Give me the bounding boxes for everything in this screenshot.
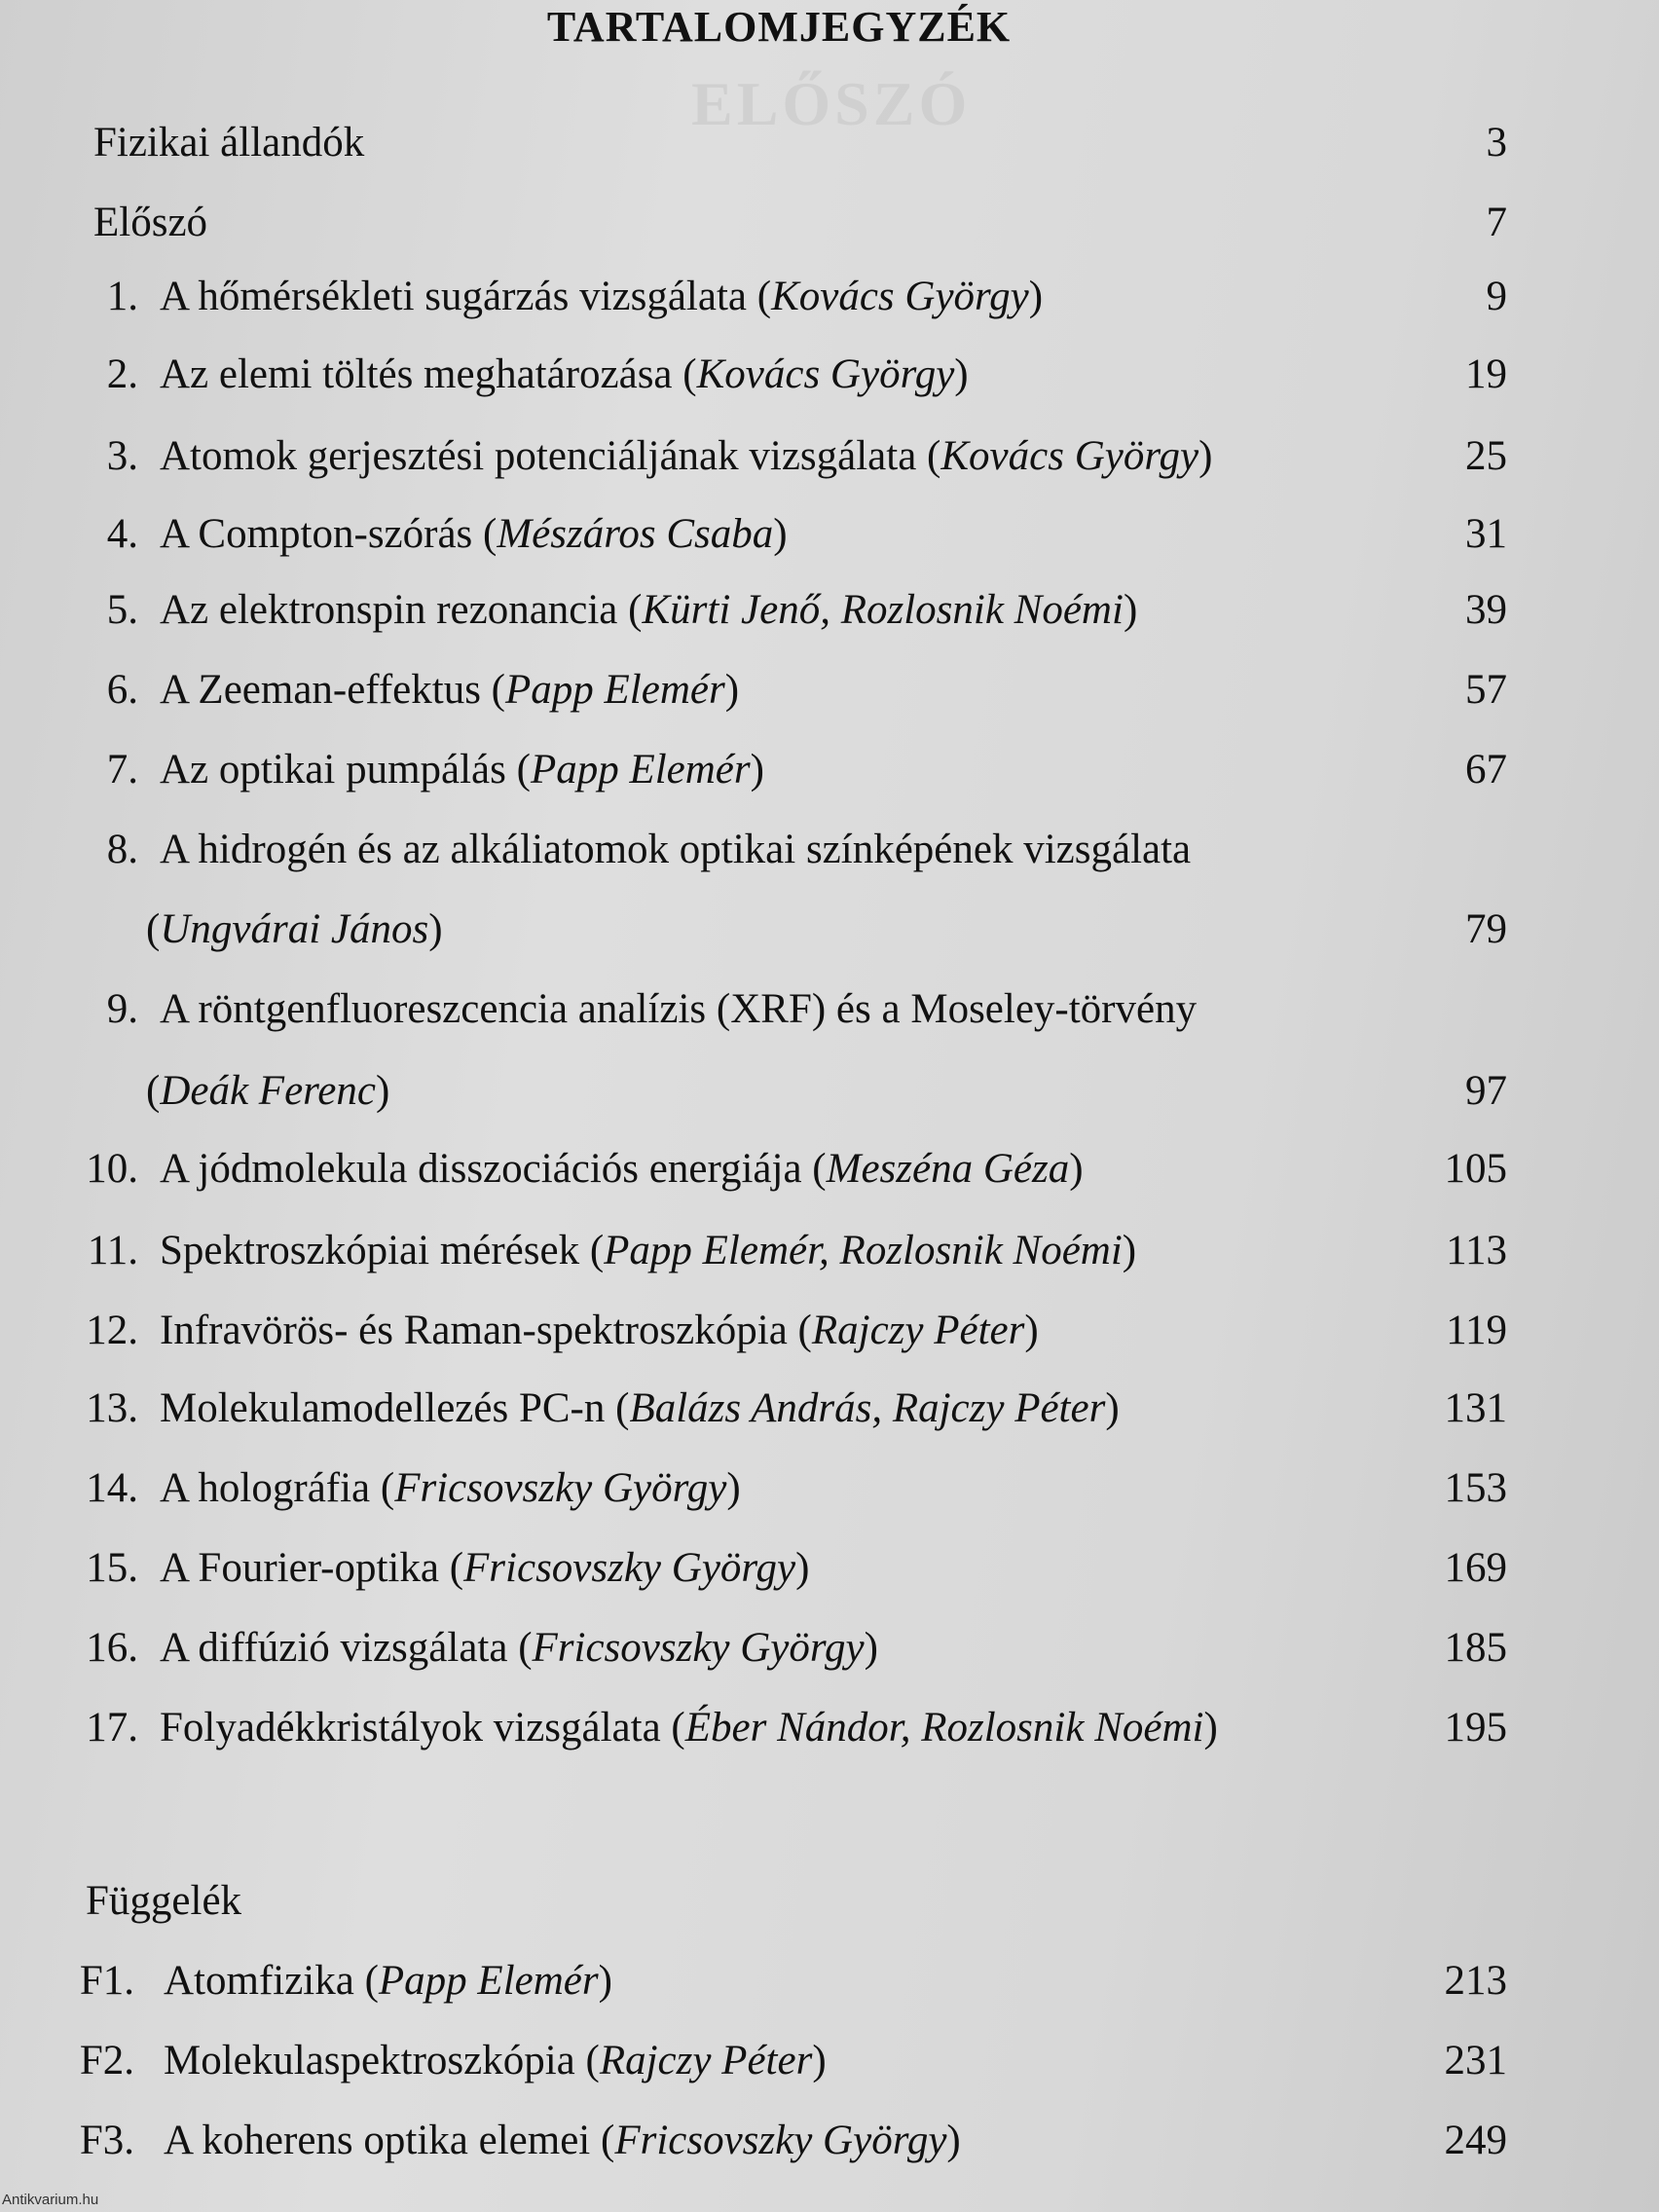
toc-entry (0, 1145, 1659, 1203)
toc-entry-title: Atomfizika (Papp Elemér) (164, 1958, 612, 2004)
page-title: TARTALOMJEGYZÉK (546, 3, 1012, 51)
toc-entry-text: Atomfizika ( (164, 1958, 379, 2004)
toc-entry-page: 3 (1486, 120, 1507, 166)
toc-entry-text: Előszó (93, 200, 208, 245)
toc-entry-page: 119 (1446, 1308, 1507, 1353)
toc-entry-title (93, 199, 207, 246)
toc-entry-author: Rajczy Péter (599, 2038, 813, 2083)
toc-entry-text: Az elemi töltés meghatározása ( (160, 351, 697, 397)
toc-entry-number: 5. (106, 587, 138, 633)
toc-entry-page: 19 (1465, 351, 1507, 397)
toc-entry-title: Spektroszkópiai mérések (Papp Elemér, Rozlosnik Noémi) (160, 1228, 1137, 1273)
toc-entry (0, 746, 1659, 804)
toc-entry-text: Függelék (86, 1878, 242, 1924)
toc-entry-number: 2. (106, 351, 138, 397)
toc-entry-page: 39 (1465, 587, 1507, 633)
toc-entry-title (160, 826, 1191, 873)
toc-entry-text: A hőmérsékleti sugárzás vizsgálata ( (160, 274, 772, 319)
toc-entry-author: Fricsovszky György (614, 2118, 947, 2163)
toc-entry-title (160, 985, 1197, 1033)
toc-entry-author: Papp Elemér (378, 1958, 599, 2004)
toc-entry-title: Atomok gerjesztési potenciáljának vizsgálata (Kovács György) (160, 433, 1213, 479)
toc-entry-number: 4. (106, 511, 138, 557)
toc-entry-author: Fricsovszky György (463, 1545, 796, 1591)
toc-entry-page: 25 (1465, 433, 1507, 479)
toc-entry-author: Papp Elemér (505, 667, 725, 713)
toc-entry-text: A Fourier-optika ( (160, 1545, 464, 1591)
toc-entry-number: 9. (106, 986, 138, 1032)
toc-entry-title: A Compton-szórás (Mészáros Csaba) (160, 511, 788, 557)
toc-entry-text: A röntgenfluoreszcencia analízis (XRF) és a Moseley-törvény (160, 986, 1198, 1032)
toc-entry-number: 12. (86, 1308, 138, 1353)
toc-entry-page: 249 (1444, 2118, 1507, 2163)
toc-entry-number: 8. (106, 827, 138, 872)
toc-entry-number: 6. (106, 667, 138, 713)
toc-entry-text: A Zeeman-effektus ( (160, 667, 506, 713)
toc-entry-text: Spektroszkópiai mérések ( (160, 1228, 605, 1273)
toc-entry-author: Kürti Jenő, Rozlosnik Noémi (642, 587, 1124, 633)
toc-entry-text: A diffúzió vizsgálata ( (160, 1625, 533, 1671)
toc-entry (0, 826, 1659, 884)
toc-entry-text: A holográfia ( (160, 1465, 395, 1511)
toc-entry-page: 31 (1465, 511, 1507, 557)
toc-entry-author: Deák Ferenc (160, 1068, 376, 1114)
bleed-through-heading: ELŐSZÓ (691, 69, 972, 138)
toc-entry-number: 3. (106, 433, 138, 479)
toc-entry-text: Az optikai pumpálás ( (160, 747, 531, 793)
toc-entry-page: 105 (1444, 1146, 1507, 1192)
toc-entry-number: 11. (87, 1228, 138, 1273)
toc-entry-title: A Zeeman-effektus (Papp Elemér) (160, 667, 740, 713)
toc-entry-text: ( (146, 1068, 161, 1114)
toc-entry-title: (Deák Ferenc) (146, 1068, 390, 1114)
toc-entry-page: 113 (1446, 1228, 1507, 1273)
toc-entry-page: 9 (1486, 274, 1507, 319)
toc-entry-page: 231 (1444, 2038, 1507, 2083)
toc-entry (0, 1384, 1659, 1443)
toc-entry-text: A koherens optika elemei ( (164, 2118, 615, 2163)
toc-entry-number: 10. (86, 1146, 138, 1192)
toc-entry-title: Infravörös- és Raman-spektroszkópia (Rajczy Péter) (160, 1308, 1039, 1353)
toc-entry-page: 97 (1465, 1068, 1507, 1114)
toc-entry-author: Kovács György (771, 274, 1029, 319)
toc-entry-text: Infravörös- és Raman-spektroszkópia ( (160, 1308, 812, 1353)
toc-entry-text: A jódmolekula disszociációs energiája ( (160, 1146, 827, 1192)
toc-entry (0, 1307, 1659, 1365)
toc-entry-page: 131 (1444, 1385, 1507, 1431)
toc-entry-number: 17. (86, 1705, 138, 1751)
toc-entry-author: Fricsovszky György (532, 1625, 865, 1671)
toc-entry-title: (Ungvárai János) (146, 906, 443, 952)
toc-entry (0, 1957, 1659, 2015)
toc-entry-page: 7 (1486, 200, 1507, 245)
toc-entry-author: Éber Nándor, Rozlosnik Noémi (684, 1705, 1204, 1751)
toc-entry-page: 153 (1444, 1465, 1507, 1511)
toc-entry-text: ( (146, 906, 161, 952)
toc-entry (0, 1704, 1659, 1762)
toc-entry-number: 14. (86, 1465, 138, 1511)
toc-entry (0, 273, 1659, 331)
toc-entry-page: 213 (1444, 1958, 1507, 2004)
toc-entry-author: Papp Elemér, Rozlosnik Noémi (604, 1228, 1123, 1273)
toc-entry-text: Fizikai állandók (93, 120, 365, 166)
toc-entry (0, 1624, 1659, 1682)
toc-entry-title: Molekulamodellezés PC-n (Balázs András, Rajczy Péter) (160, 1385, 1120, 1431)
toc-entry-title (93, 119, 364, 166)
toc-entry-number: F1. (79, 1958, 134, 2004)
toc-entry-title: Az elektronspin rezonancia (Kürti Jenő, Rozlosnik Noémi) (160, 587, 1138, 633)
watermark: Antikvarium.hu (2, 2192, 99, 2208)
toc-entry-text: Molekulaspektroszkópia ( (164, 2038, 600, 2083)
toc-entry-page: 195 (1444, 1705, 1507, 1751)
toc-entry-title: A diffúzió vizsgálata (Fricsovszky György) (160, 1625, 878, 1671)
toc-entry-text: A hidrogén és az alkáliatomok optikai színképének vizsgálata (160, 827, 1192, 872)
toc-entry (0, 199, 1659, 257)
toc-entry-author: Meszéna Géza (826, 1146, 1070, 1192)
toc-entry-title: A hőmérsékleti sugárzás vizsgálata (Kovács György) (160, 274, 1044, 319)
toc-entry-page: 67 (1465, 747, 1507, 793)
toc-entry (0, 350, 1659, 409)
toc-entry (0, 119, 1659, 177)
toc-entry-author: Fricsovszky György (394, 1465, 727, 1511)
toc-entry-author: Balázs András, Rajczy Péter (629, 1385, 1106, 1431)
toc-entry-number: 16. (86, 1625, 138, 1671)
toc-entry-author: Kovács György (696, 351, 955, 397)
toc-entry (0, 1877, 1659, 1936)
toc-entry-page: 57 (1465, 667, 1507, 713)
toc-entry-author: Mészáros Csaba (497, 511, 774, 557)
toc-entry-text: Atomok gerjesztési potenciáljának vizsgálata ( (160, 433, 941, 479)
toc-entry-page: 79 (1465, 906, 1507, 952)
toc-entry-author: Rajczy Péter (811, 1308, 1025, 1353)
toc-entry (0, 2117, 1659, 2175)
toc-entry (0, 586, 1659, 645)
toc-entry (0, 1067, 1659, 1125)
toc-entry-number: 1. (106, 274, 138, 319)
toc-entry-number: 13. (86, 1385, 138, 1431)
toc-entry (0, 2037, 1659, 2095)
toc-entry-page: 185 (1444, 1625, 1507, 1671)
toc-entry-title: Az optikai pumpálás (Papp Elemér) (160, 747, 764, 793)
toc-entry (0, 1464, 1659, 1523)
toc-entry-text: Az elektronspin rezonancia ( (160, 587, 643, 633)
toc-entry-title (86, 1877, 241, 1925)
toc-entry (0, 1544, 1659, 1603)
toc-entry (0, 510, 1659, 569)
toc-entry-author: Kovács György (940, 433, 1199, 479)
toc-entry-page: 169 (1444, 1545, 1507, 1591)
toc-entry-text: Folyadékkristályok vizsgálata ( (160, 1705, 685, 1751)
toc-entry-title: Az elemi töltés meghatározása (Kovács György) (160, 351, 969, 397)
toc-entry-number: 7. (106, 747, 138, 793)
toc-entry-author: Ungvárai János (160, 906, 429, 952)
toc-entry-text: A Compton-szórás ( (160, 511, 498, 557)
toc-entry-title: A jódmolekula disszociációs energiája (Meszéna Géza) (160, 1146, 1084, 1192)
toc-entry-number: F3. (79, 2118, 134, 2163)
toc-entry-title: A holográfia (Fricsovszky György) (160, 1465, 741, 1511)
toc-entry-title: A koherens optika elemei (Fricsovszky György) (164, 2118, 961, 2163)
toc-entry-title: A Fourier-optika (Fricsovszky György) (160, 1545, 810, 1591)
toc-entry-author: Papp Elemér (530, 747, 751, 793)
toc-entry-number: 15. (86, 1545, 138, 1591)
toc-entry-text: Molekulamodellezés PC-n ( (160, 1385, 630, 1431)
toc-entry-number: F2. (79, 2038, 134, 2083)
toc-entry (0, 666, 1659, 724)
toc-entry (0, 985, 1659, 1044)
toc-entry (0, 905, 1659, 964)
toc-entry-title: Folyadékkristályok vizsgálata (Éber Nándor, Rozlosnik Noémi) (160, 1705, 1218, 1751)
toc-entry-title: Molekulaspektroszkópia (Rajczy Péter) (164, 2038, 827, 2083)
toc-entry (0, 432, 1659, 491)
toc-entry (0, 1227, 1659, 1285)
